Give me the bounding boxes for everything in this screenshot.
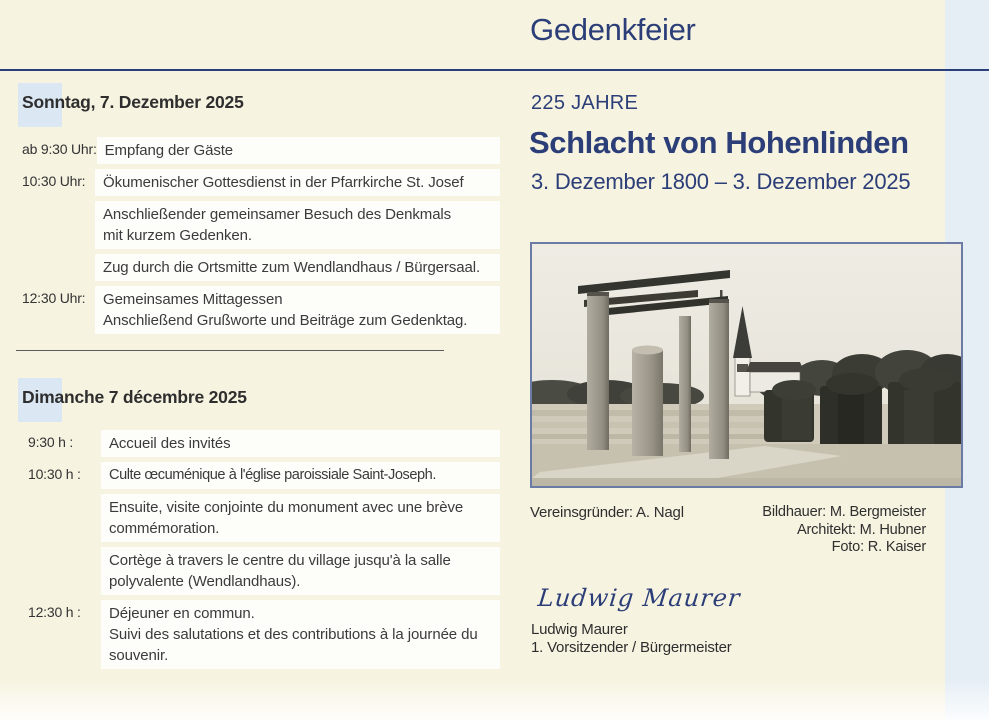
event-description xyxy=(101,600,500,669)
photo-credits xyxy=(762,504,926,557)
credit-line: Foto: R. Kaiser xyxy=(831,539,926,555)
schedule-row xyxy=(22,201,500,249)
german-schedule-rows xyxy=(22,137,500,334)
central-column xyxy=(632,350,663,456)
description-line: souvenir. xyxy=(109,647,169,664)
time-label xyxy=(22,254,95,281)
description-line: Zug durch die Ortsmitte zum Wendlandhaus / Bürgersaal. xyxy=(103,259,481,276)
schedule-row xyxy=(22,137,500,164)
description-line: Empfang der Gäste xyxy=(104,142,234,159)
german-date-heading: Sonntag, 7. Dezember 2025 xyxy=(22,92,500,113)
french-schedule-rows xyxy=(22,430,500,669)
monument-photo-illustration xyxy=(532,244,961,486)
event-description xyxy=(101,547,500,595)
description-line: Gemeinsames Mittagessen xyxy=(103,291,283,308)
photo-foreground xyxy=(532,444,961,486)
event-title: Schlacht von Hohenlinden xyxy=(529,125,909,160)
time-label: 12:30 h : xyxy=(28,604,81,620)
description-line: Anschließender gemeinsamer Besuch des Denkmals xyxy=(103,206,452,223)
schedule-section-french xyxy=(22,387,500,669)
event-description xyxy=(101,462,500,489)
description-line: commémoration. xyxy=(109,520,220,537)
description-line: Suivi des salutations et des contributions à la journée du xyxy=(109,626,478,643)
time-label xyxy=(22,201,95,249)
event-description xyxy=(95,286,500,334)
time-label xyxy=(22,494,101,542)
schedule-row xyxy=(22,254,500,281)
time-label: 10:30 h : xyxy=(28,466,81,482)
description-line: Ökumenischer Gottesdienst in der Pfarrkirche St. Josef xyxy=(103,174,464,191)
signatory-role: 1. Vorsitzender / Bürgermeister xyxy=(531,639,732,656)
page-title: Gedenkfeier xyxy=(530,12,696,47)
schedule-section-german xyxy=(22,92,500,334)
event-description xyxy=(101,430,500,457)
header-rule xyxy=(0,69,989,71)
event-description xyxy=(97,137,500,164)
time-label: 10:30 Uhr: xyxy=(22,173,86,189)
event-dates: 3. Dezember 1800 – 3. Dezember 2025 xyxy=(531,169,911,194)
description-line: Déjeuner en commun. xyxy=(109,605,255,622)
description-line: Accueil des invités xyxy=(109,435,231,452)
schedule-row xyxy=(22,494,500,542)
signatory-name: Ludwig Maurer xyxy=(531,621,628,638)
pillar-rear-right xyxy=(679,316,691,452)
time-label xyxy=(22,547,101,595)
description-line: Cortège à travers le centre du village jusqu'à la salle xyxy=(109,552,451,569)
caption-founder: Vereinsgründer: A. Nagl xyxy=(530,504,684,521)
event-years: 225 JAHRE xyxy=(531,92,639,114)
schedule-row xyxy=(22,462,500,489)
time-label: 12:30 Uhr: xyxy=(22,290,86,306)
monument-photo xyxy=(530,242,963,488)
hedge-blocks xyxy=(764,368,961,454)
schedule-row xyxy=(22,430,500,457)
event-description xyxy=(95,201,500,249)
description-line: Anschließend Grußworte und Beiträge zum Gedenktag. xyxy=(103,312,468,329)
signature-script: Ludwig Maurer xyxy=(536,584,742,612)
schedule-row xyxy=(22,600,500,669)
french-date-heading: Dimanche 7 décembre 2025 xyxy=(22,387,500,408)
description-line: Culte œcuménique à l'église paroissiale Saint-Joseph. xyxy=(109,467,436,483)
description-line: Ensuite, visite conjointe du monument avec une brève xyxy=(109,499,464,516)
credit-line: Architekt: M. Hubner xyxy=(796,521,926,538)
event-description xyxy=(95,169,500,196)
schedule-row xyxy=(22,547,500,595)
description-line: polyvalente (Wendlandhaus). xyxy=(109,573,301,590)
pillar-front-right xyxy=(709,299,729,459)
schedule-row xyxy=(22,169,500,196)
section-divider xyxy=(16,350,444,351)
credit-line: Bildhauer: M. Bergmeister xyxy=(762,504,926,520)
pillar-front-left xyxy=(587,292,609,450)
description-line: mit kurzem Gedenken. xyxy=(103,227,252,244)
time-label: ab 9:30 Uhr: xyxy=(22,141,97,157)
event-description xyxy=(95,254,500,281)
schedule-column xyxy=(22,92,500,674)
schedule-row xyxy=(22,286,500,334)
event-description xyxy=(101,494,500,542)
time-label: 9:30 h : xyxy=(28,434,74,450)
